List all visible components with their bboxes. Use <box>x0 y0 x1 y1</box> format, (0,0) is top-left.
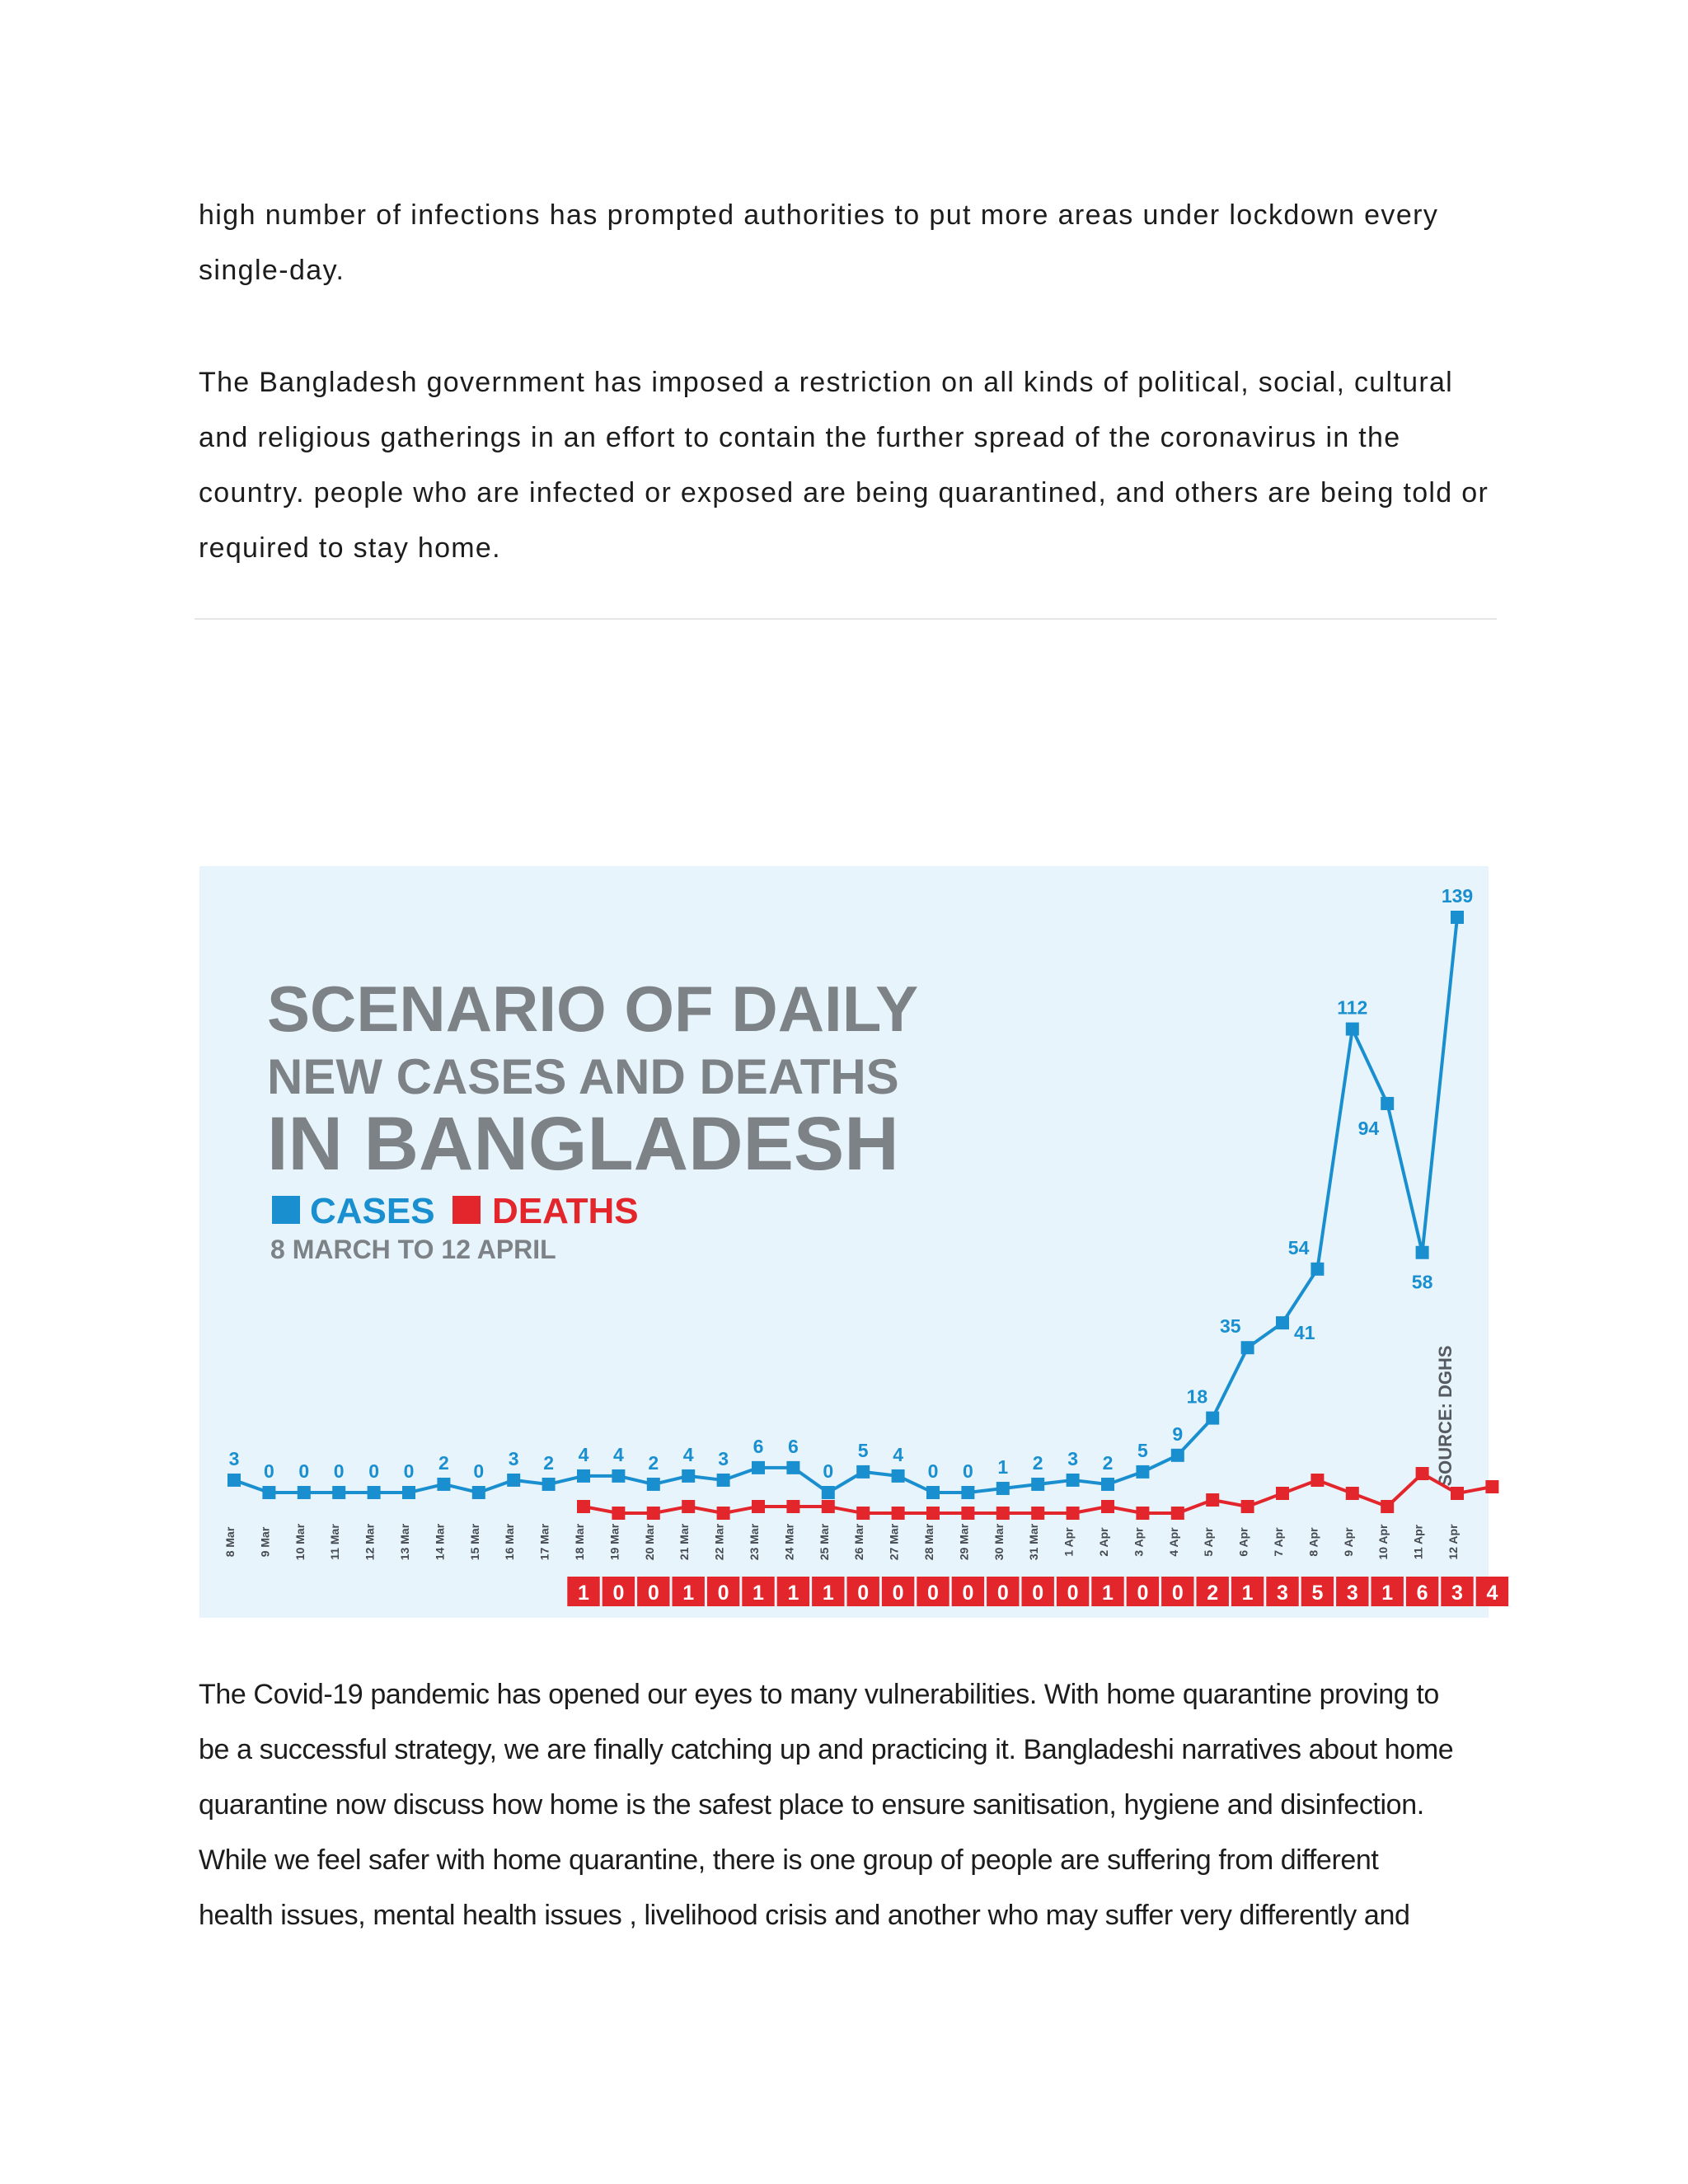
x-tick-label: 10 Apr <box>1376 1524 1390 1560</box>
cases-data-label: 4 <box>682 1443 694 1465</box>
cases-point <box>227 1474 241 1487</box>
cases-point <box>752 1461 765 1474</box>
deaths-count-label: 0 <box>717 1582 729 1605</box>
deaths-count-label: 1 <box>1102 1582 1114 1605</box>
cases-data-label: 35 <box>1220 1315 1241 1338</box>
x-tick-label: 17 Mar <box>537 1523 551 1561</box>
cases-point <box>1136 1465 1149 1479</box>
cases-point <box>996 1482 1010 1495</box>
cases-data-label: 2 <box>648 1451 659 1474</box>
x-tick-label: 24 Mar <box>782 1523 796 1561</box>
deaths-point <box>1311 1474 1324 1487</box>
deaths-point <box>961 1507 974 1520</box>
cases-data-label: 5 <box>1137 1439 1148 1461</box>
deaths-point <box>822 1500 835 1513</box>
deaths-count-label: 1 <box>1381 1582 1394 1605</box>
cases-data-label: 1 <box>997 1455 1009 1478</box>
cases-point <box>1067 1474 1080 1487</box>
x-tick-label: 18 Mar <box>573 1523 586 1561</box>
cases-data-label: 0 <box>333 1460 345 1482</box>
deaths-count-label: 1 <box>787 1582 799 1605</box>
paragraph-quarantine <box>199 1667 1501 1943</box>
text-line: health issues, mental health issues , livelihood crisis and another who may suffer very differently and <box>199 1900 1410 1931</box>
cases-point <box>402 1486 415 1499</box>
cases-data-label: 0 <box>298 1460 310 1482</box>
x-tick-label: 26 Mar <box>852 1523 866 1561</box>
text-line: quarantine now discuss how home is the safest place to ensure sanitisation, hygiene and disinfection. <box>199 1789 1424 1821</box>
deaths-count-label: 6 <box>1416 1582 1428 1605</box>
deaths-count-label: 1 <box>578 1582 589 1605</box>
cases-point <box>856 1465 870 1479</box>
deaths-point <box>717 1507 730 1520</box>
deaths-count-label: 3 <box>1277 1582 1288 1605</box>
x-tick-label: 27 Mar <box>887 1523 901 1561</box>
x-tick-label: 15 Mar <box>467 1523 481 1561</box>
x-tick-label: 5 Apr <box>1202 1527 1216 1557</box>
cases-point <box>1346 1023 1359 1036</box>
cases-data-label: 0 <box>403 1460 415 1482</box>
deaths-point <box>577 1500 590 1513</box>
cases-point <box>786 1461 799 1474</box>
chart-svg <box>199 866 1498 1618</box>
text-line: While we feel safer with home quarantine, there is one group of people are suffering from different <box>199 1844 1379 1876</box>
cases-data-label: 0 <box>823 1460 834 1482</box>
deaths-point <box>1276 1487 1289 1500</box>
cases-point <box>926 1486 940 1499</box>
x-tick-label: 12 Apr <box>1447 1524 1460 1560</box>
deaths-count-label: 3 <box>1346 1582 1358 1605</box>
cases-point <box>1276 1316 1289 1329</box>
cases-point <box>961 1486 974 1499</box>
text-line: high number of infections has prompted authorities to put more areas under lockdown every <box>199 199 1439 231</box>
x-tick-label: 23 Mar <box>748 1523 761 1561</box>
deaths-point <box>1241 1500 1254 1513</box>
x-tick-label: 9 Mar <box>258 1526 272 1558</box>
text-line: The Bangladesh government has imposed a restriction on all kinds of political, social, cultural <box>199 367 1454 398</box>
deaths-count-label: 0 <box>1171 1582 1184 1605</box>
cases-point <box>507 1474 520 1487</box>
deaths-point <box>892 1507 905 1520</box>
text-line: country. people who are infected or exposed are being quarantined, and others are being told or <box>199 477 1489 509</box>
cases-point <box>368 1486 381 1499</box>
deaths-point <box>1136 1507 1149 1520</box>
cases-data-label: 41 <box>1294 1322 1315 1344</box>
text-line: be a successful strategy, we are finally catching up and practicing it. Bangladeshi narratives about home <box>199 1734 1454 1765</box>
cases-data-label: 6 <box>788 1435 799 1457</box>
deaths-point <box>1416 1467 1429 1480</box>
x-tick-label: 31 Mar <box>1027 1523 1041 1561</box>
cases-data-label: 2 <box>438 1451 449 1474</box>
cases-data-label: 139 <box>1441 885 1474 907</box>
deaths-point <box>1451 1487 1464 1500</box>
cases-point <box>1416 1246 1429 1259</box>
cases-point <box>647 1478 660 1491</box>
chart-title-line-3: IN BANGLADESH <box>267 1102 899 1186</box>
deaths-count-label: 3 <box>1451 1582 1463 1605</box>
x-tick-label: 6 Apr <box>1236 1527 1250 1557</box>
deaths-point <box>1031 1507 1044 1520</box>
text-line: single-day. <box>199 255 345 286</box>
deaths-point <box>1381 1500 1394 1513</box>
x-tick-label: 25 Mar <box>817 1523 831 1561</box>
chart-title-line-2: NEW CASES AND DEATHS <box>267 1049 899 1104</box>
x-tick-label: 11 Apr <box>1411 1524 1425 1560</box>
cases-point <box>717 1474 730 1487</box>
cases-data-label: 3 <box>508 1447 519 1469</box>
deaths-count-label: 0 <box>892 1582 904 1605</box>
cases-data-label: 2 <box>543 1451 554 1474</box>
cases-data-label: 4 <box>613 1443 624 1465</box>
paragraph-lockdown <box>199 188 1501 298</box>
x-tick-label: 2 Apr <box>1097 1527 1110 1557</box>
deaths-point <box>1067 1507 1080 1520</box>
text-line: The Covid-19 pandemic has opened our eyes to many vulnerabilities. With home quarantine proving to <box>199 1679 1439 1710</box>
cases-point <box>1311 1263 1324 1276</box>
deaths-count-label: 0 <box>857 1582 870 1605</box>
x-tick-label: 4 Apr <box>1166 1527 1180 1557</box>
cases-point <box>822 1486 835 1499</box>
deaths-count-label: 2 <box>1207 1582 1219 1605</box>
chart-subtitle: 8 MARCH TO 12 APRIL <box>270 1235 556 1264</box>
deaths-count-label: 1 <box>753 1582 764 1605</box>
deaths-count-label: 0 <box>1032 1582 1044 1605</box>
deaths-point <box>996 1507 1010 1520</box>
cases-point <box>682 1469 695 1483</box>
chart-title-line-1: SCENARIO OF DAILY <box>267 972 919 1045</box>
legend-cases-swatch <box>272 1196 300 1224</box>
text-line: and religious gatherings in an effort to contain the further spread of the coronavirus in the <box>199 422 1401 453</box>
cases-point <box>612 1469 625 1483</box>
legend-cases-label: CASES <box>310 1191 435 1231</box>
cases-point <box>1381 1097 1394 1110</box>
cases-data-label: 0 <box>264 1460 274 1482</box>
x-tick-label: 22 Mar <box>712 1523 726 1561</box>
x-tick-label: 16 Mar <box>503 1523 517 1561</box>
deaths-count-label: 5 <box>1311 1582 1324 1605</box>
cases-data-label: 5 <box>857 1439 869 1461</box>
cases-data-label: 3 <box>1067 1447 1078 1469</box>
deaths-count-label: 0 <box>1137 1582 1149 1605</box>
cases-point <box>1101 1478 1114 1491</box>
x-tick-label: 8 Apr <box>1306 1527 1320 1557</box>
deaths-count-label: 0 <box>927 1582 939 1605</box>
deaths-point <box>1346 1487 1359 1500</box>
x-tick-label: 1 Apr <box>1062 1527 1076 1557</box>
paragraph-restrictions <box>199 355 1501 576</box>
deaths-point <box>926 1507 940 1520</box>
cases-data-label: 9 <box>1172 1422 1184 1445</box>
cases-point <box>1241 1341 1254 1354</box>
cases-point <box>1451 911 1464 924</box>
cases-point <box>298 1486 311 1499</box>
cases-point <box>437 1478 450 1491</box>
cases-data-label: 4 <box>893 1443 903 1465</box>
x-tick-label: 28 Mar <box>922 1523 935 1561</box>
cases-data-label: 3 <box>228 1447 240 1469</box>
section-divider <box>195 618 1497 620</box>
deaths-point <box>647 1507 660 1520</box>
cases-data-label: 2 <box>1102 1451 1114 1474</box>
x-tick-label: 3 Apr <box>1132 1527 1146 1557</box>
cases-data-label: 94 <box>1357 1117 1380 1139</box>
deaths-count-label: 0 <box>1067 1582 1079 1605</box>
deaths-point <box>856 1507 870 1520</box>
cases-data-label: 0 <box>963 1460 973 1482</box>
cases-data-label: 58 <box>1411 1271 1433 1293</box>
cases-point <box>1171 1449 1184 1462</box>
cases-point <box>892 1469 905 1483</box>
chart-infographic <box>199 866 1498 1618</box>
deaths-count-label: 0 <box>612 1582 625 1605</box>
x-tick-label: 19 Mar <box>607 1523 621 1561</box>
x-tick-label: 11 Mar <box>328 1524 342 1560</box>
text-line: required to stay home. <box>199 532 501 564</box>
legend-deaths-swatch <box>452 1196 481 1224</box>
cases-point <box>542 1478 556 1491</box>
x-tick-label: 20 Mar <box>642 1523 656 1561</box>
deaths-point <box>786 1500 799 1513</box>
deaths-count-label: 0 <box>996 1582 1009 1605</box>
deaths-point <box>1171 1507 1184 1520</box>
deaths-point <box>752 1500 765 1513</box>
deaths-point <box>1485 1480 1498 1493</box>
cases-data-label: 0 <box>368 1460 379 1482</box>
deaths-count-label: 0 <box>962 1582 974 1605</box>
deaths-count-label: 1 <box>1241 1582 1254 1605</box>
cases-data-label: 6 <box>753 1435 764 1457</box>
x-tick-label: 10 Mar <box>293 1523 307 1561</box>
deaths-count-label: 4 <box>1486 1582 1498 1605</box>
x-tick-label: 9 Apr <box>1341 1527 1355 1557</box>
cases-data-label: 0 <box>927 1460 939 1482</box>
cases-point <box>1206 1412 1219 1425</box>
deaths-point <box>1206 1493 1219 1507</box>
cases-point <box>332 1486 345 1499</box>
deaths-count-label: 0 <box>647 1582 659 1605</box>
deaths-point <box>612 1507 625 1520</box>
chart-source: SOURCE: DGHS <box>1435 1345 1456 1487</box>
x-tick-label: 29 Mar <box>957 1523 971 1561</box>
cases-point <box>472 1486 485 1499</box>
x-tick-label: 7 Apr <box>1272 1527 1285 1557</box>
x-tick-label: 8 Mar <box>223 1526 237 1558</box>
cases-data-label: 2 <box>1032 1451 1043 1474</box>
deaths-point <box>1101 1500 1114 1513</box>
cases-data-label: 54 <box>1287 1236 1310 1258</box>
cases-point <box>262 1486 275 1499</box>
cases-data-label: 4 <box>578 1443 589 1465</box>
deaths-count-label: 1 <box>682 1582 695 1605</box>
cases-point <box>1031 1478 1044 1491</box>
x-tick-label: 13 Mar <box>398 1523 411 1561</box>
x-tick-label: 30 Mar <box>992 1523 1006 1561</box>
deaths-point <box>682 1500 695 1513</box>
x-tick-label: 12 Mar <box>363 1523 377 1561</box>
cases-data-label: 3 <box>718 1447 729 1469</box>
deaths-count-label: 1 <box>822 1582 834 1605</box>
x-tick-label: 14 Mar <box>433 1523 447 1561</box>
cases-data-label: 0 <box>473 1460 485 1482</box>
cases-data-label: 112 <box>1337 996 1368 1019</box>
cases-data-label: 18 <box>1186 1385 1208 1408</box>
x-tick-label: 21 Mar <box>678 1523 692 1561</box>
cases-point <box>577 1469 590 1483</box>
legend-deaths-label: DEATHS <box>492 1191 639 1231</box>
